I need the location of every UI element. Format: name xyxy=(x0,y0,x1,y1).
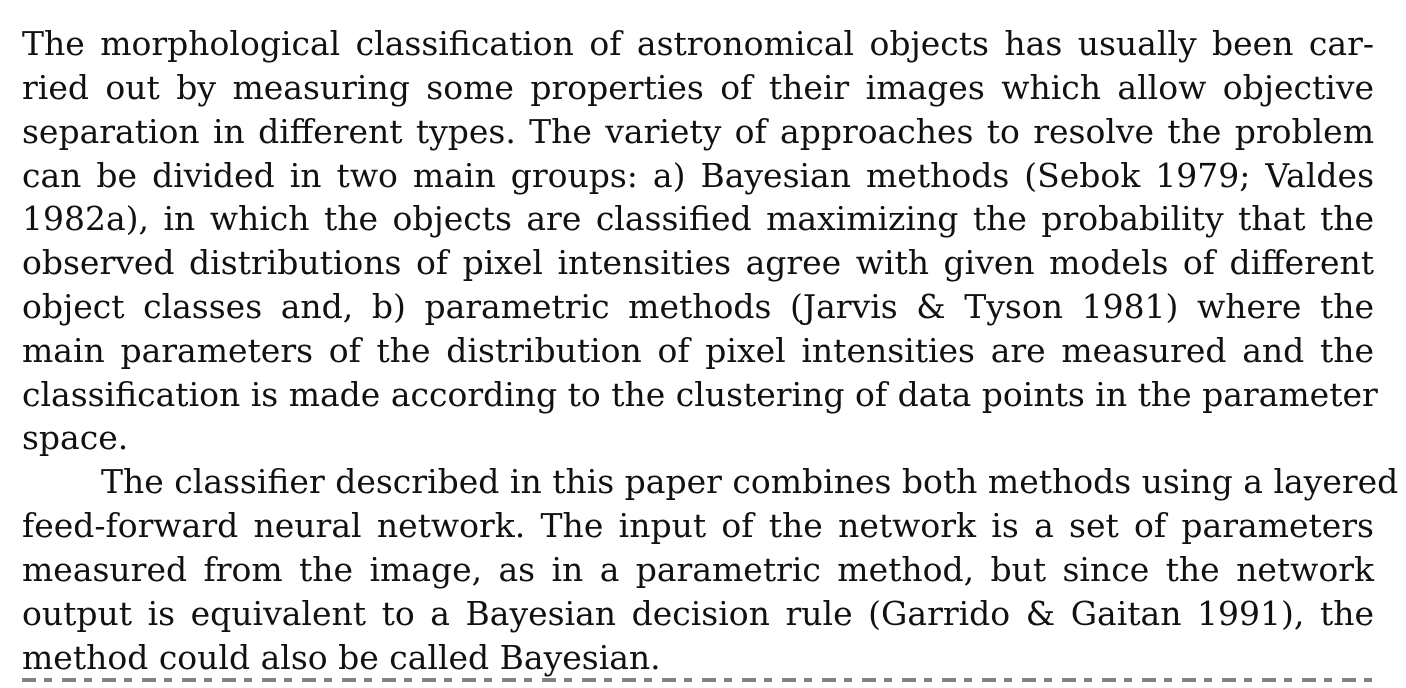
text-line: The morphological classification of astronomical objects has usually been car- xyxy=(22,24,1374,63)
text-line: feed-forward neural network. The input of the network is a set of parameters xyxy=(22,506,1374,545)
text-line: The classifier described in this paper combines both methods using a layered xyxy=(101,462,1399,501)
text-line: main parameters of the distribution of pixel intensities are measured and the xyxy=(22,331,1374,370)
text-line: method could also be called Bayesian. xyxy=(22,638,661,677)
text-line: classification is made according to the clustering of data points in the parameter xyxy=(22,375,1378,414)
text-line: ried out by measuring some properties of their images which allow objective xyxy=(22,68,1374,107)
text-line: object classes and, b) parametric methods (Jarvis & Tyson 1981) where the xyxy=(22,287,1374,326)
text-line: measured from the image, as in a parametric method, but since the network xyxy=(22,550,1374,589)
text-line: 1982a), in which the objects are classified maximizing the probability that the xyxy=(22,199,1374,238)
text-line: observed distributions of pixel intensities agree with given models of different xyxy=(22,243,1374,282)
text-line: separation in different types. The variety of approaches to resolve the problem xyxy=(22,112,1374,151)
text-line: space. xyxy=(22,418,129,457)
cropped-next-line xyxy=(22,678,1374,688)
text-line: output is equivalent to a Bayesian decision rule (Garrido & Gaitan 1991), the xyxy=(22,594,1374,633)
cropped-text-fragment xyxy=(22,678,1374,682)
text-line: can be divided in two main groups: a) Bayesian methods (Sebok 1979; Valdes xyxy=(22,156,1374,195)
